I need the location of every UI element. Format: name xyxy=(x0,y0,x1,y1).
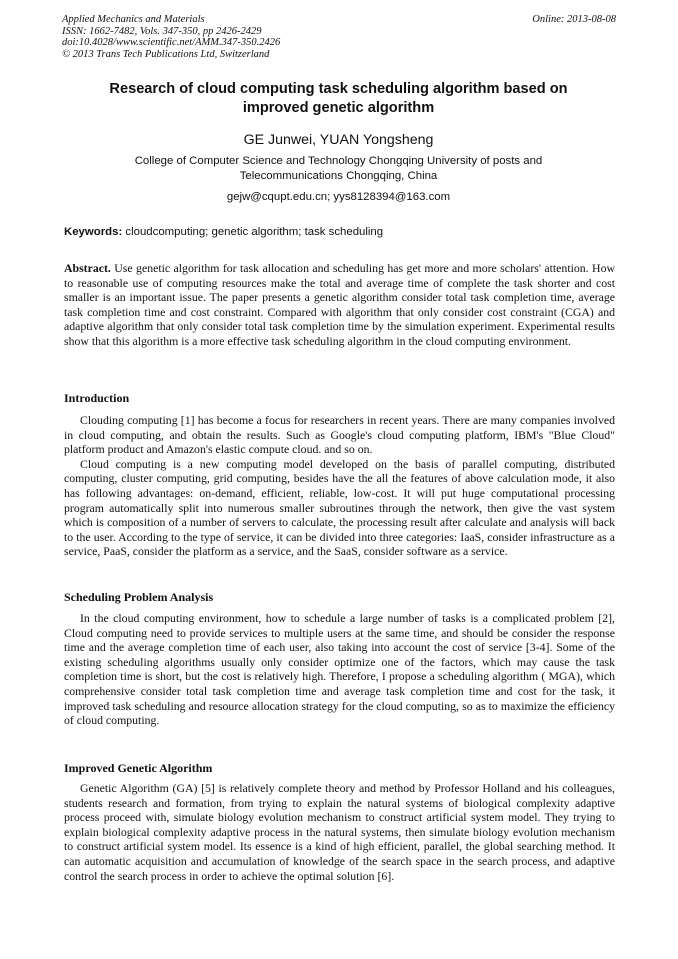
abstract-label: Abstract. xyxy=(64,261,111,275)
keywords-text: cloudcomputing; genetic algorithm; task scheduling xyxy=(122,226,384,238)
author-list: GE Junwei, YUAN Yongsheng xyxy=(243,132,434,148)
section-heading-scheduling: Scheduling Problem Analysis xyxy=(64,590,214,604)
title-line-1: Research of cloud computing task scheduling algorithm based on xyxy=(109,81,568,97)
abstract-text: Use genetic algorithm for task allocation and scheduling has get more and more scholars' attention. How to reasonable use of computing resources make the total and average time of complete the task shorter and cost smaller is an important issue. The paper presents a genetic algorithm consider total task completion time, average task completion time and cost constraint. Compared with algorithm that only consider cost constraint (CGA) and adaptive algorithm that only consider total task completion time by the simulation experiment. Experimental results show that this algorithm is a more effective task scheduling algorithm in the cloud computing environment. xyxy=(64,261,615,348)
paragraph: Genetic Algorithm (GA) [5] is relatively complete theory and method by Professor Holland and his colleagues, students research and formation, from trying to explain the natural systems of biological complexity adaptive process proceed with, simulate biology evolution mechanism to construct artificial system model. They trying to explain biological complexity adaptive process in the natural systems, then simulate biology evolution mechanism to construct artificial system model. Its essence is a kind of high efficient, parallel, the global searching method. It can automatic acquisition and accumulation of knowledge of the search space in the search process, and adaptive control the search process in order to achieve the optimal solution [6]. xyxy=(64,781,615,883)
paragraph: Cloud computing is a new computing model developed on the basis of parallel computing, distributed computing, cluster computing, grid computing, besides have the all the features of above calculation mode, it also has following advantages: on-demand, efficient, reliable, low-cost. It will put huge computational processing program automatically split into numerous smaller subroutines through the network, then give the vast system which is composition of a number of servers to calculate, the processing result after calculate and analysis will back to the user. According to the type of service, it can be divided into three categories: IaaS, consider infrastructure as a service, PaaS, consider the platform as a service, and the SaaS, consider software as a service. xyxy=(64,456,615,559)
paper-title xyxy=(62,80,615,118)
paragraph: Clouding computing [1] has become a focus for researchers in recent years. There are many companies involved in cloud computing, and obtain the results. Such as Google's cloud computing platform, IBM's "Blue Cloud" platform product and Amazon's elastic compute cloud. and so on. xyxy=(64,413,615,457)
journal-header xyxy=(62,14,280,60)
online-date: Online: 2013-08-08 xyxy=(532,14,616,25)
section-body-introduction xyxy=(64,413,615,559)
section-body-scheduling xyxy=(64,611,615,728)
issn-line: ISSN: 1662-7482, Vols. 347-350, pp 2426-2429 xyxy=(62,25,262,37)
doi-line: doi:10.4028/www.scientific.net/AMM.347-350.2426 xyxy=(62,37,281,48)
affiliation xyxy=(62,154,615,183)
section-heading-improved-ga: Improved Genetic Algorithm xyxy=(64,761,213,775)
copyright-line: © 2013 Trans Tech Publications Ltd, Switzerland xyxy=(62,48,270,60)
keywords xyxy=(64,225,616,239)
section-body-improved-ga xyxy=(64,781,615,883)
keywords-label: Keywords: xyxy=(64,226,123,238)
paragraph: In the cloud computing environment, how to schedule a large number of tasks is a complicated problem [2], Cloud computing need to provide services to multiple users at the same time, and should be consider the response time and the average completion time of each user, also taking into account the cost of service [3-4]. Some of the existing scheduling algorithms usually only consider optimize one of the factors, which may cause the task completion time is short, but the cost is relatively high. Therefore, I propose a scheduling algorithm ( MGA), which comprehensive consider total task completion time and average task completion time and cost for the task, it improved task scheduling and resource allocation strategy for the cloud computing, so as to maximize the efficiency of cloud computing. xyxy=(64,611,615,728)
affiliation-line-1: College of Computer Science and Technology Chongqing University of posts and xyxy=(134,155,543,167)
abstract xyxy=(64,261,615,349)
author-emails: gejw@cqupt.edu.cn; yys8128394@163.com xyxy=(226,191,451,203)
journal-name: Applied Mechanics and Materials xyxy=(62,14,205,25)
title-line-2: improved genetic algorithm xyxy=(242,100,435,116)
affiliation-line-2: Telecommunications Chongqing, China xyxy=(239,169,438,182)
section-heading-introduction: Introduction xyxy=(64,391,130,405)
